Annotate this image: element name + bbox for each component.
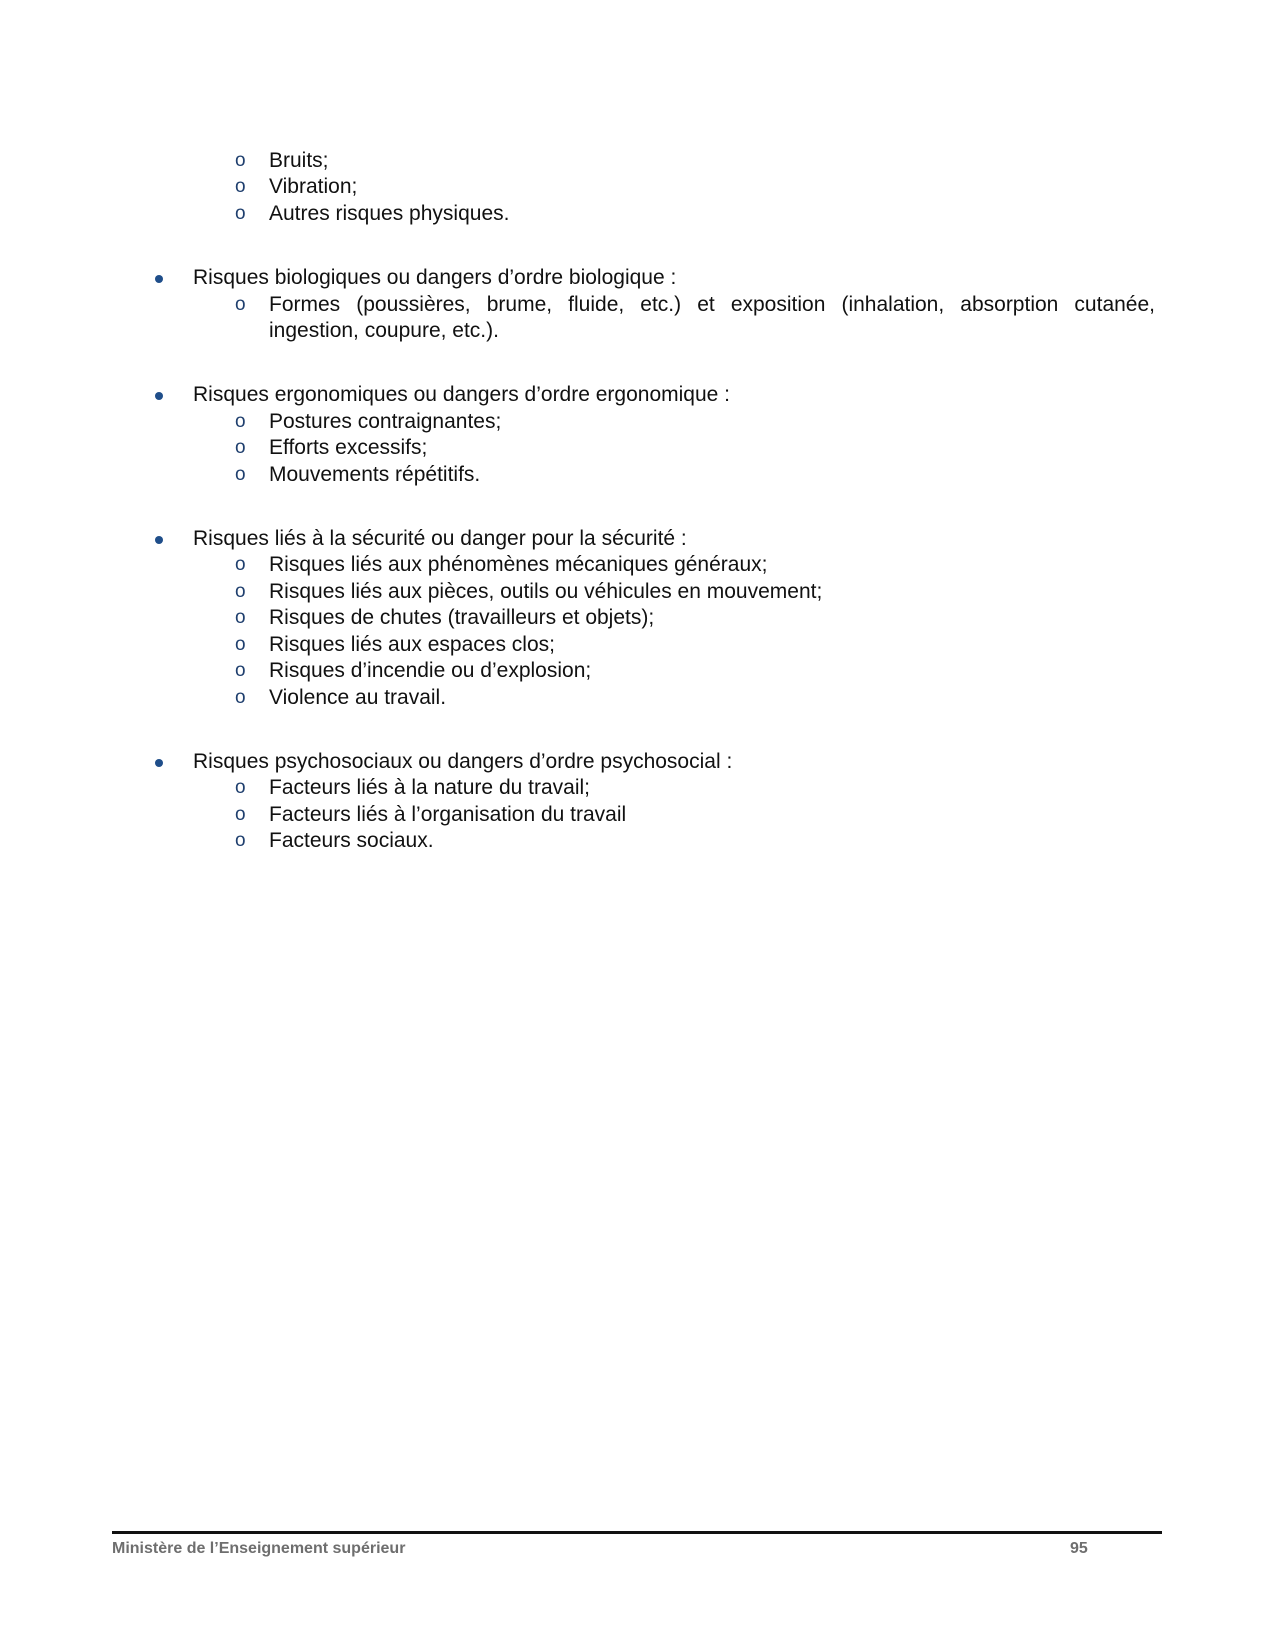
section-biological: [155, 265, 1155, 344]
list-item: o Facteurs sociaux.: [155, 828, 1155, 854]
intro-sub-list: [155, 148, 1155, 227]
list-item: o Facteurs liés à la nature du travail;: [155, 775, 1155, 801]
list-item: o Autres risques physiques.: [155, 201, 1155, 227]
section-heading: Risques psychosociaux ou dangers d’ordre psychosocial :: [155, 749, 1155, 775]
bullet-dot-icon: [155, 759, 163, 767]
bullet-dot-icon: [155, 536, 163, 544]
circle-bullet-icon: o: [235, 607, 246, 629]
page-content: [155, 148, 1155, 855]
circle-bullet-icon: o: [235, 437, 246, 459]
circle-bullet-icon: o: [235, 633, 246, 655]
circle-bullet-icon: o: [235, 777, 246, 799]
circle-bullet-icon: o: [235, 554, 246, 576]
section-safety: [155, 526, 1155, 711]
sub-list: [155, 409, 1155, 488]
list-item: o Risques d’incendie ou d’explosion;: [155, 658, 1155, 684]
list-item: o Facteurs liés à l’organisation du travail: [155, 802, 1155, 828]
circle-bullet-icon: o: [235, 150, 246, 171]
section-psychosocial: [155, 749, 1155, 855]
sub-list: [155, 292, 1155, 345]
circle-bullet-icon: o: [235, 686, 246, 708]
list-item: o Risques liés aux espaces clos;: [155, 632, 1155, 658]
list-item: o Violence au travail.: [155, 685, 1155, 711]
list-item: o Risques liés aux pièces, outils ou véhicules en mouvement;: [155, 579, 1155, 605]
bullet-dot-icon: [155, 275, 163, 283]
circle-bullet-icon: o: [235, 580, 246, 602]
circle-bullet-icon: o: [235, 293, 246, 315]
section-ergonomic: [155, 382, 1155, 488]
list-item: o Mouvements répétitifs.: [155, 462, 1155, 488]
list-item: o Postures contraignantes;: [155, 409, 1155, 435]
list-item: o Formes (poussières, brume, fluide, etc.) et exposition (inhalation, absorption cutanée, ingestion, coupure, etc.).: [235, 292, 1155, 343]
list-item: o Risques de chutes (travailleurs et objets);: [155, 605, 1155, 631]
list-item: o Bruits;: [155, 148, 1155, 174]
sub-list: [155, 552, 1155, 710]
circle-bullet-icon: o: [235, 202, 246, 224]
footer-page-number: 95: [1070, 1540, 1088, 1557]
circle-bullet-icon: o: [235, 660, 246, 682]
circle-bullet-icon: o: [235, 410, 246, 432]
section-heading: Risques ergonomiques ou dangers d’ordre ergonomique :: [155, 382, 1155, 408]
list-item: o Efforts excessifs;: [155, 435, 1155, 461]
circle-bullet-icon: o: [235, 176, 246, 198]
circle-bullet-icon: o: [235, 803, 246, 825]
sub-list: [155, 775, 1155, 854]
section-heading: Risques biologiques ou dangers d’ordre biologique :: [155, 265, 1155, 291]
footer-divider: [112, 1531, 1162, 1534]
circle-bullet-icon: o: [235, 830, 246, 852]
bullet-dot-icon: [155, 392, 163, 400]
section-heading: Risques liés à la sécurité ou danger pour la sécurité :: [155, 526, 1155, 552]
list-item: o Vibration;: [155, 174, 1155, 200]
list-item: o Risques liés aux phénomènes mécaniques généraux;: [155, 552, 1155, 578]
circle-bullet-icon: o: [235, 463, 246, 485]
footer-ministry-name: Ministère de l’Enseignement supérieur: [112, 1540, 406, 1557]
